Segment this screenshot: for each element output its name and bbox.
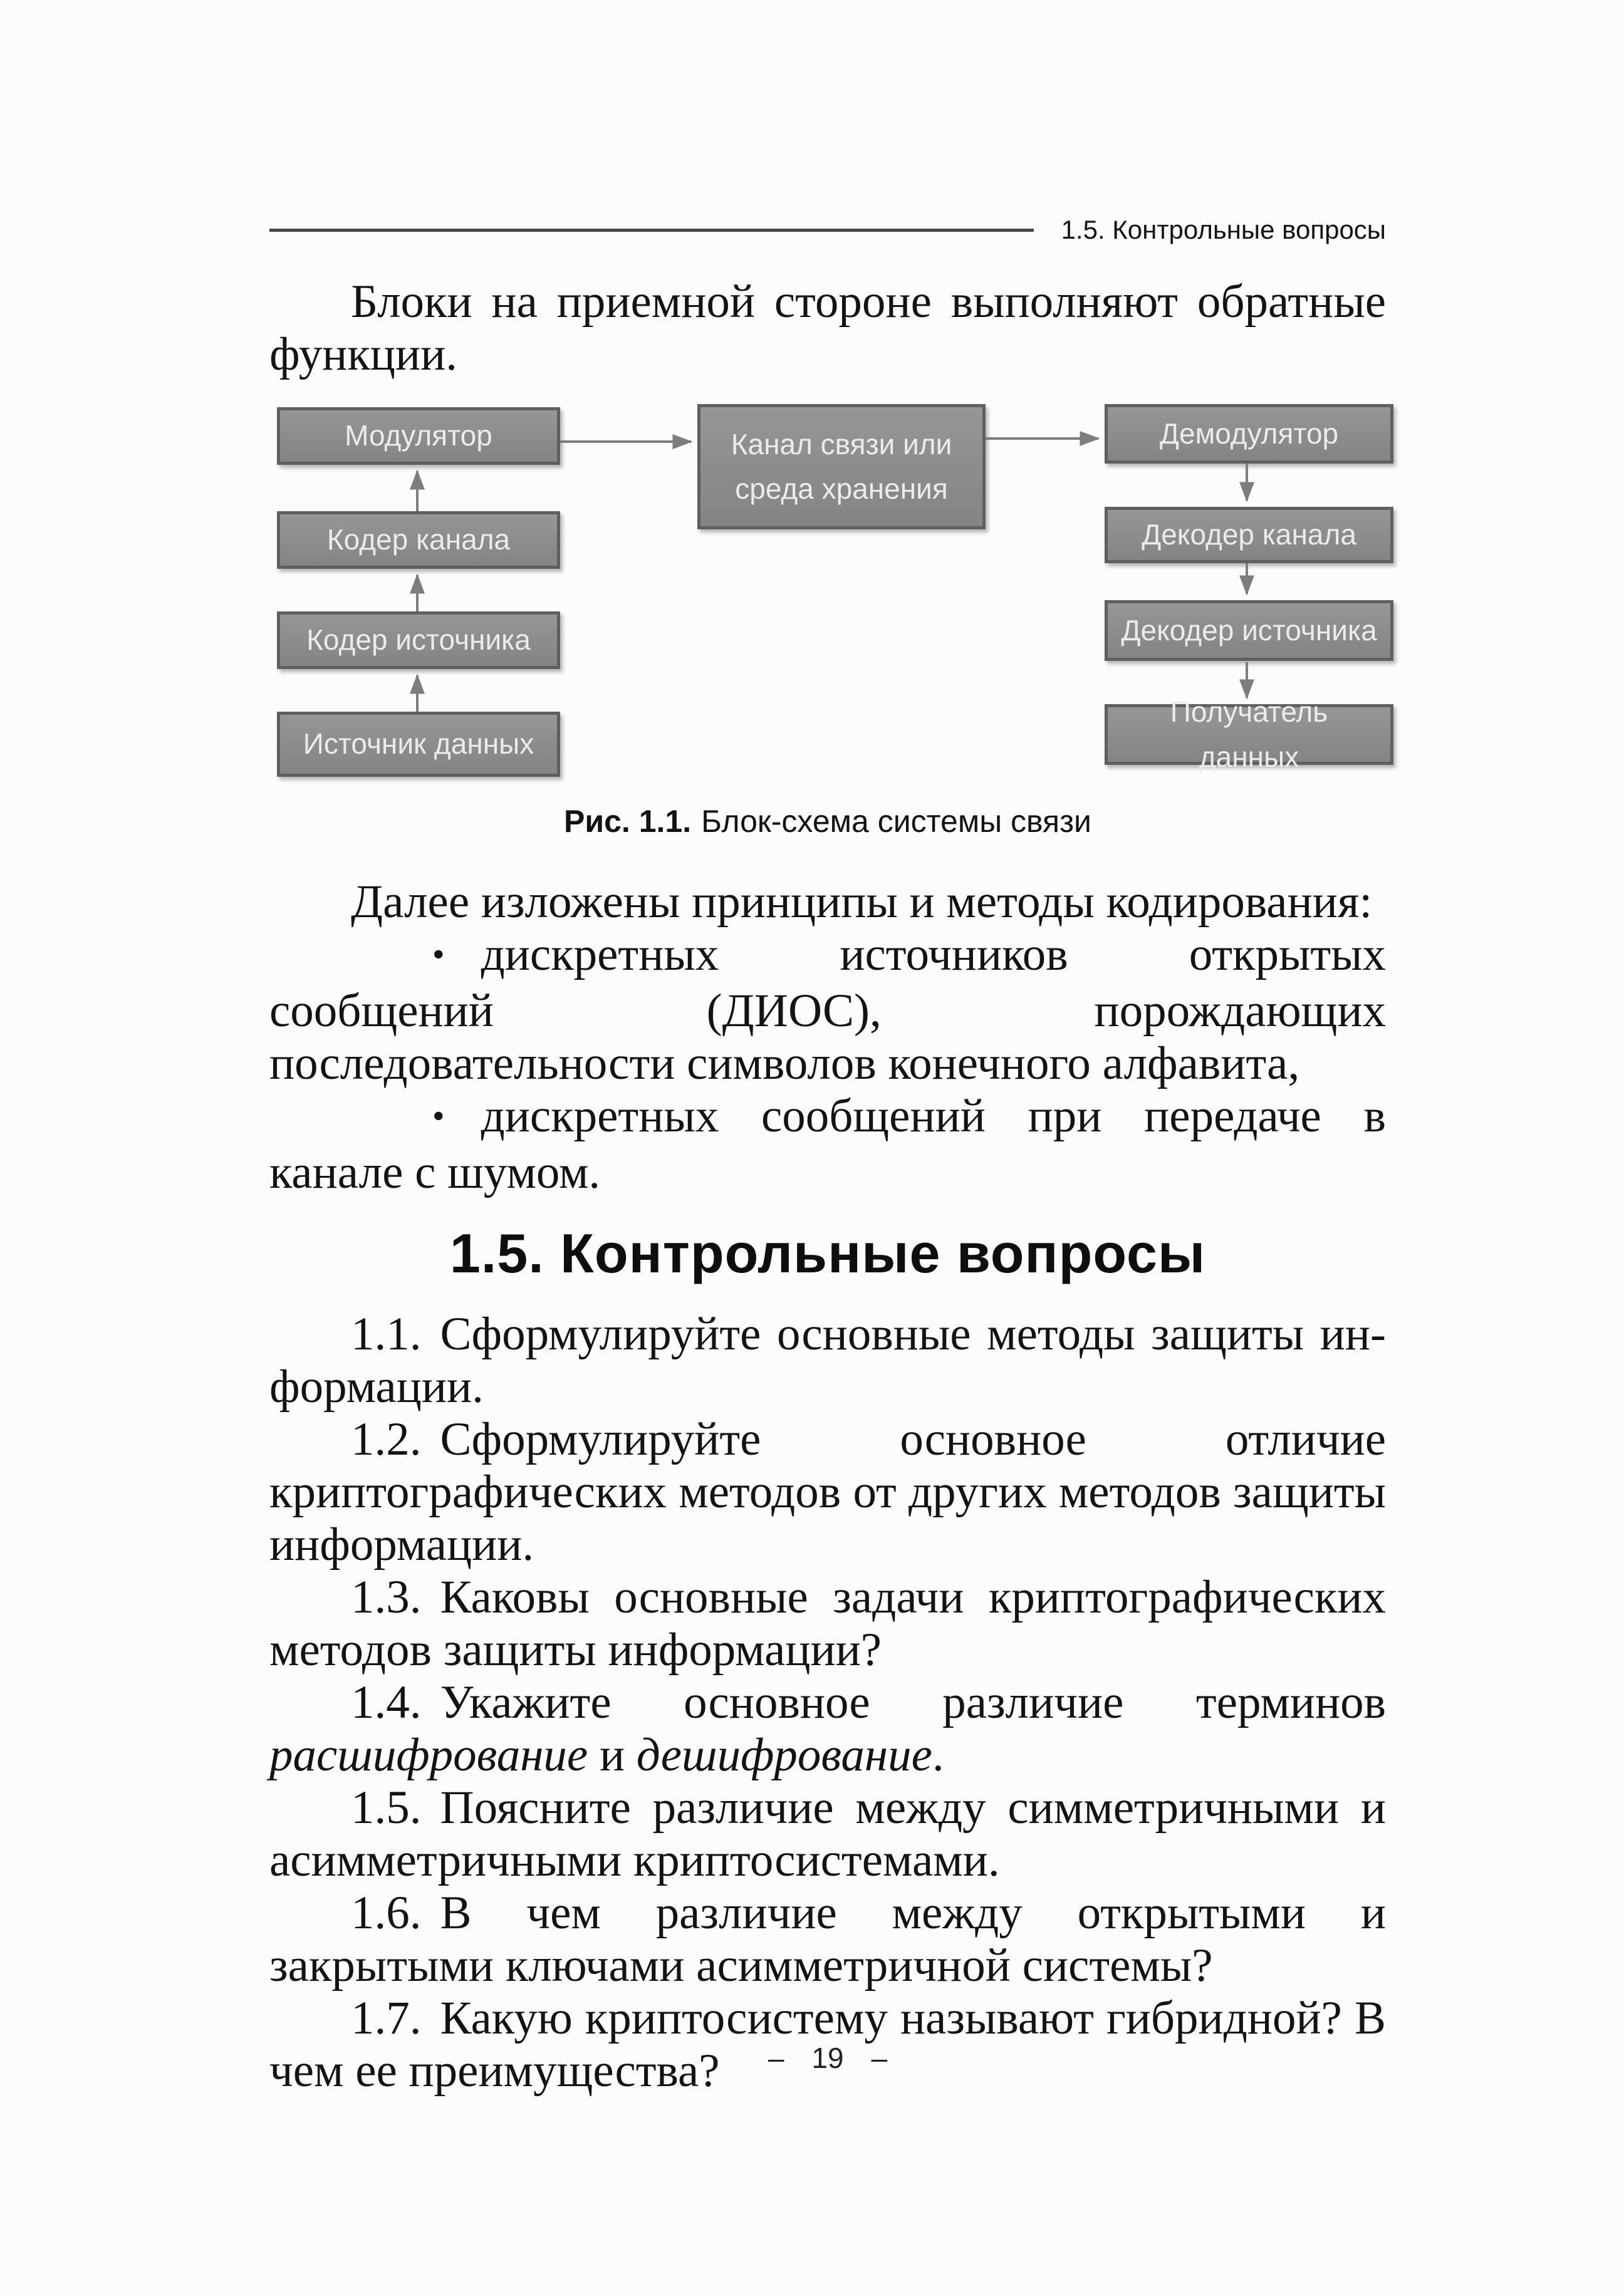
diagram-box-channel-decoder: Декодер канала xyxy=(1105,507,1393,563)
bullet-text: дискретных источников открытых сообщений (ДИОС), порождающих последовательности символов конечного алфавита, xyxy=(269,928,1386,1089)
question-text: Сформулируйте основные методы защиты информации. xyxy=(269,1308,1386,1413)
page-number-dash: – xyxy=(768,2042,784,2074)
page-number-value: 19 xyxy=(811,2042,844,2074)
figure-caption-text: Блок-схема системы связи xyxy=(701,804,1091,839)
question-number: 1.7. xyxy=(351,1992,422,2044)
diagram-box-demodulator: Демодулятор xyxy=(1105,404,1393,464)
coding-paragraph-block xyxy=(269,876,1386,1199)
question-item xyxy=(269,1413,1386,1571)
diagram-box-data-source: Источник данных xyxy=(277,712,560,777)
question-item xyxy=(269,1676,1386,1782)
question-number: 1.1. xyxy=(351,1308,422,1360)
coding-intro: Далее изложены принципы и методы кодирования: xyxy=(351,876,1373,928)
figure-label: Рис. 1.1. xyxy=(564,804,692,839)
question-term-italic: дешифрование xyxy=(636,1729,932,1781)
question-number: 1.6. xyxy=(351,1887,422,1939)
diagram-box-source-decoder: Декодер источника xyxy=(1105,600,1393,661)
diagram-box-channel-coder: Кодер канала xyxy=(277,511,560,569)
running-header xyxy=(269,207,1386,253)
intro-paragraph: Блоки на приемной стороне выполняют обратные функции. xyxy=(269,276,1386,380)
bullet-icon: • xyxy=(432,1097,445,1136)
page-number xyxy=(269,2041,1386,2075)
page-number-dash: – xyxy=(871,2042,888,2074)
header-rule xyxy=(269,229,1034,232)
diagram-arrows xyxy=(269,388,1403,792)
question-text: Сформулируйте основное отличие криптографических методов от других методов защиты информации. xyxy=(269,1413,1386,1571)
question-item xyxy=(269,1308,1386,1413)
question-item xyxy=(269,1782,1386,1887)
bullet-item xyxy=(269,928,1386,1090)
diagram-box-channel: Канал связи или среда хранения xyxy=(697,404,986,529)
diagram-box-source-coder: Кодер источника xyxy=(277,611,560,669)
intro-paragraph-block xyxy=(269,276,1386,381)
bullet-text: дискретных сообщений при передаче в канале с шумом. xyxy=(269,1090,1386,1198)
figure-caption xyxy=(269,803,1386,839)
question-number: 1.4. xyxy=(351,1676,422,1728)
question-text: и xyxy=(588,1729,637,1781)
question-text: Какую криптосистему называют гибридной? В чем ее преимущества? xyxy=(269,1992,1386,2097)
question-item xyxy=(269,1571,1386,1676)
questions-list xyxy=(269,1308,1386,2097)
question-text: В чем различие между открытыми и закрытыми ключами асимметричной системы? xyxy=(269,1887,1386,1992)
bullet-icon: • xyxy=(432,935,445,974)
section-heading: 1.5. Контрольные вопросы xyxy=(449,1222,1206,1284)
question-term-italic: расшифрование xyxy=(269,1729,588,1781)
question-item xyxy=(269,1887,1386,1992)
question-text: Укажите основное различие терминов xyxy=(440,1676,1386,1728)
question-number: 1.2. xyxy=(351,1413,422,1465)
diagram-box-modulator: Модулятор xyxy=(277,407,560,465)
question-text: . xyxy=(932,1729,944,1781)
question-number: 1.3. xyxy=(351,1571,422,1623)
diagram-box-data-receiver: Получатель данных xyxy=(1105,704,1393,765)
question-number: 1.5. xyxy=(351,1782,422,1834)
bullet-item xyxy=(269,1090,1386,1199)
question-text: Поясните различие между симметричными и асимметричными криптосистемами. xyxy=(269,1782,1386,1886)
running-header-label: 1.5. Контрольные вопросы xyxy=(1061,215,1386,244)
question-text: Каковы основные задачи криптографических методов защиты информации? xyxy=(269,1571,1386,1676)
